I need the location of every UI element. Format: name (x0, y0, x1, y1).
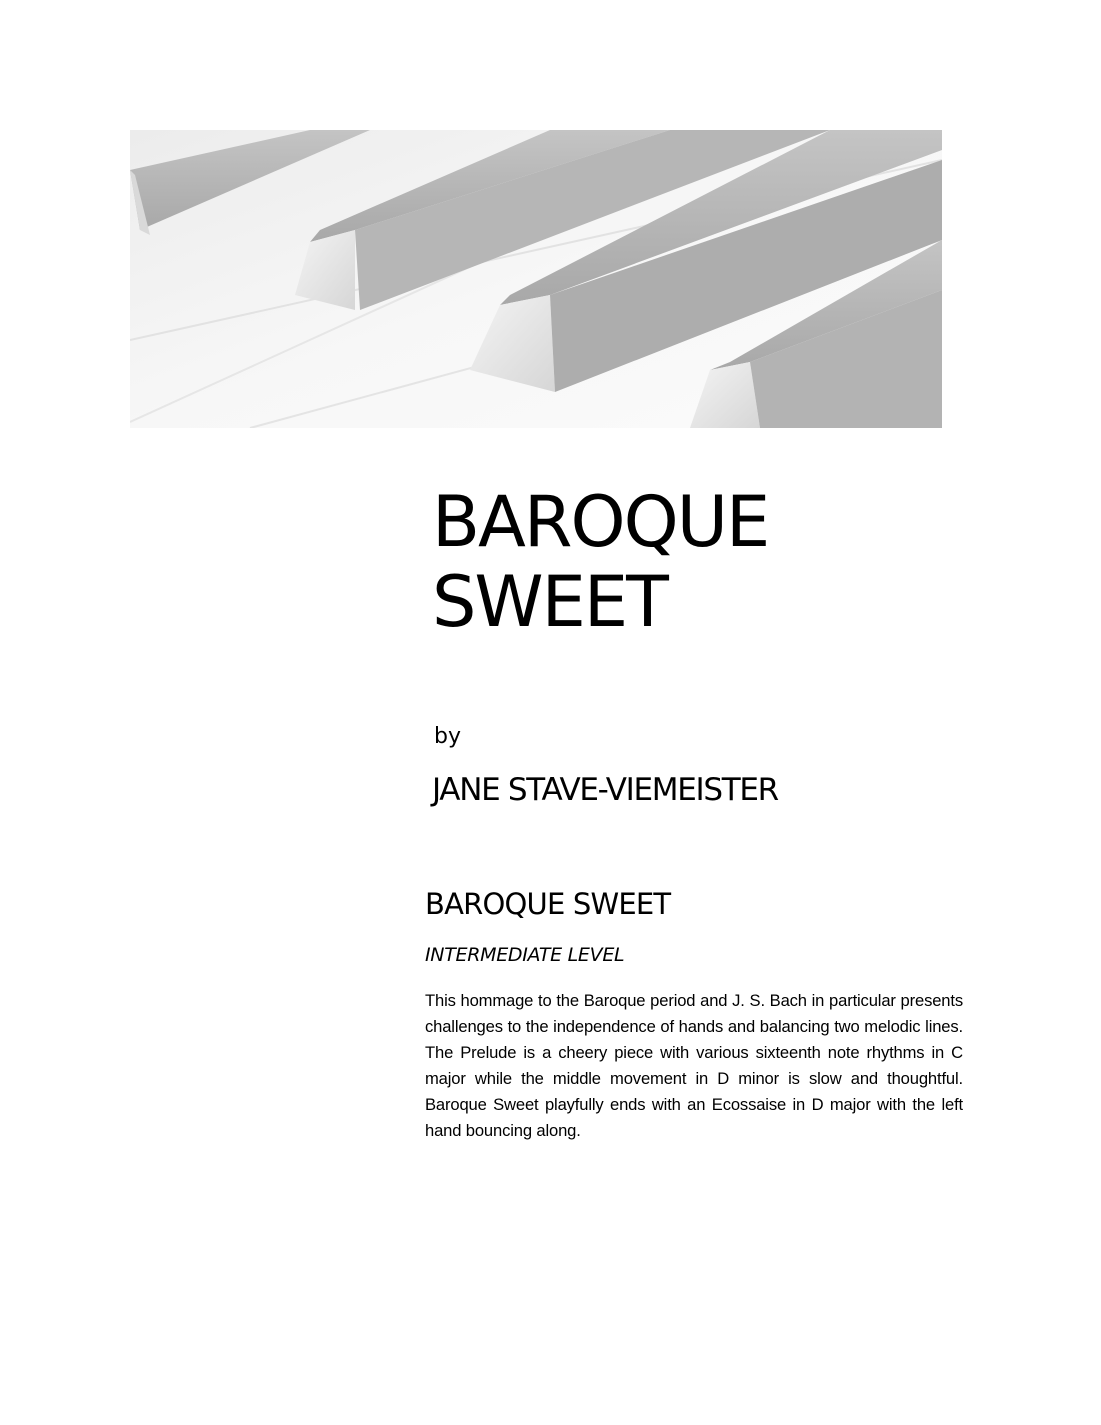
cover-title-line-1: BAROQUE (432, 481, 769, 563)
piece-description (425, 882, 963, 1144)
description-body: This hommage to the Baroque period and J. S. Bach in particular presents challenges to the independence of hands and balancing two melodic lines. The Prelude is a cheery piece with various sixteenth note rhythms in C major while the middle movement in D minor is slow and thoughtful. Baroque Sweet playfully ends with an Ecossaise in D major with the left hand bouncing along. (425, 991, 963, 1140)
difficulty-level: INTERMEDIATE LEVEL (425, 944, 625, 966)
cover-title-line-2: SWEET (432, 561, 667, 643)
author-name: JANE STAVE-VIEMEISTER (432, 772, 778, 808)
description-title: BAROQUE SWEET (425, 887, 671, 921)
by-label: by (434, 724, 461, 749)
piano-keys-image (130, 130, 942, 428)
cover-title (432, 482, 768, 642)
